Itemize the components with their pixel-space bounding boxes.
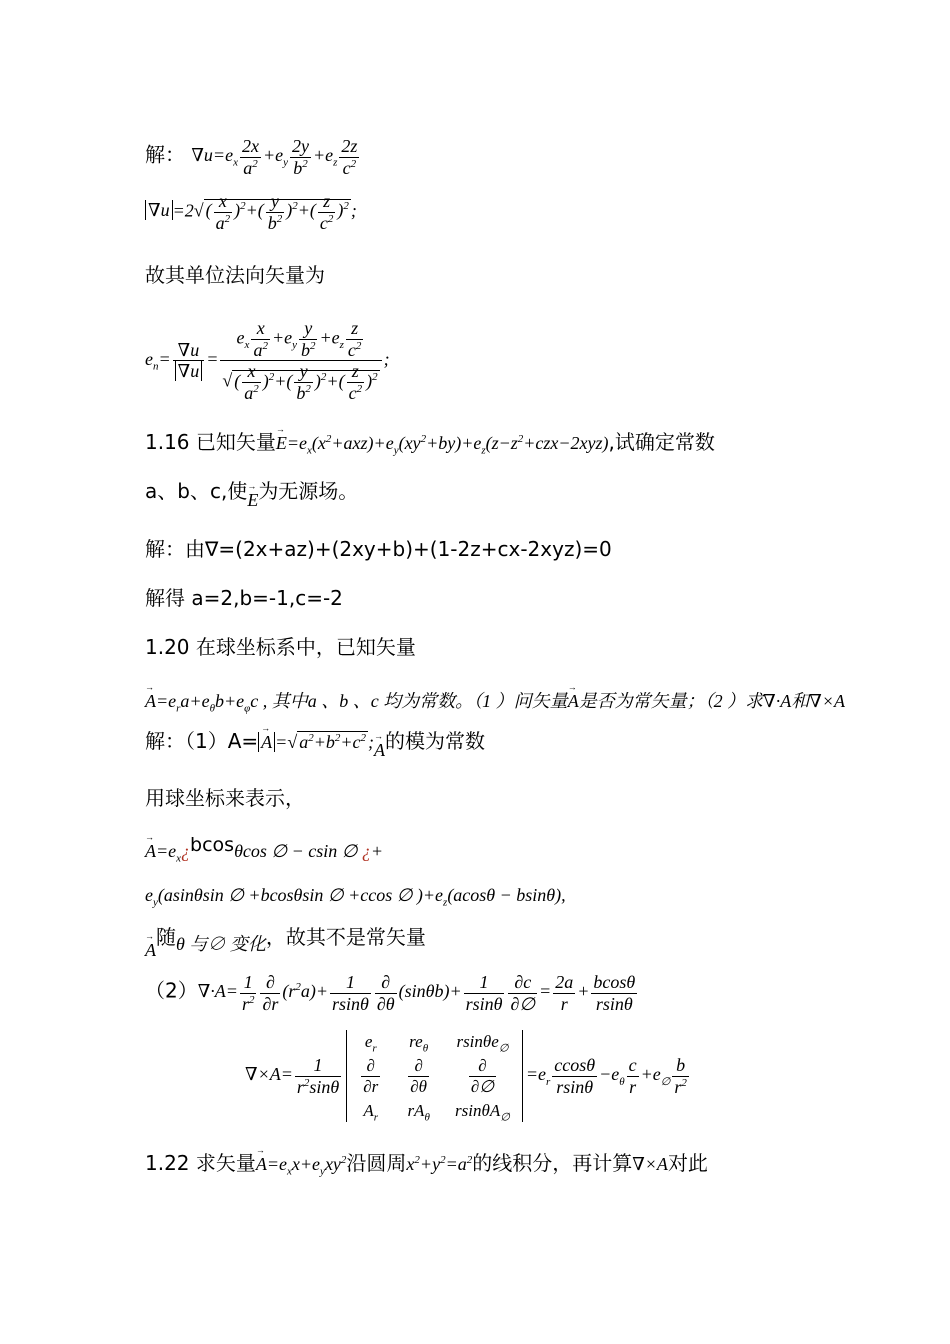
problem-number: 1.22: [145, 1151, 190, 1175]
problem-1-20: [145, 637, 416, 657]
grad-u-formula: $\nabla u=e_x$ $\frac{2x}{a^2}$ $+e_y$ $\frac{2y}{b^2}$ $+e_z$ $\frac{2z}{c^2}$: [191, 136, 358, 178]
solution-text: 的模为常数: [385, 729, 485, 753]
solution-part-1: [145, 731, 485, 759]
problem-text: 已知矢量: [195, 430, 276, 454]
problem-text: 的线积分，再计算: [472, 1151, 633, 1175]
vector-a-expansion-2: $e_y(asin\theta\sin$ ∅ +bcosθsin ∅ +ccos ∅ )$+e_z(acos\theta - bsin\theta)$,: [145, 885, 566, 909]
problem-1-16-cont: [145, 481, 358, 509]
divergence-solution: 解：由∇=(2x+az)+(2xy+b)+(1-2z+cx-2xyz)=0: [145, 537, 612, 561]
curl-determinant: $e_r$ $re_\theta$ rsinθe$_\emptyset$ $\frac{\partial}{\partial r}$ $\frac{\partial}{\partial\theta}$ $\frac{\partial}{\partial\emptyset}$ $A_r$ $rA_\theta$ rsinθA$_\emptyset$: [346, 1030, 523, 1122]
problem-1-16: [145, 430, 715, 457]
problem-text: 求矢量: [195, 1151, 256, 1175]
vector-a-122-formula: → $A=e_xx+e_yxy^2$: [256, 1154, 347, 1174]
spherical-text: 用球坐标来表示，: [145, 786, 305, 810]
solution-grad-u: [145, 136, 361, 178]
varies-formula: θ 与∅ 变化: [176, 934, 266, 954]
magnitude-formula: → A =√ $a^2+b^2+c^2$ ;→ A: [258, 732, 385, 752]
varies-line: → A随θ 与∅ 变化，故其不是常矢量: [145, 927, 426, 959]
vector-e-formula: → $E=e_x(x^2+axz)+e_y(xy^2+by)+e_z(z-z^2+czx-2xyz)$: [276, 433, 609, 453]
vector-e-symbol: → E: [247, 491, 258, 509]
problem-number: 1.20: [145, 635, 190, 659]
problem-1-22: [145, 1151, 708, 1178]
problem-text: 在球坐标系中，已知矢量: [195, 635, 416, 659]
problem-number: 1.16: [145, 430, 190, 454]
problem-text: 沿圆周: [346, 1151, 407, 1175]
part-label: （2）: [145, 978, 198, 1003]
curl-formula: ∇×A= $\frac{1}{r^2\sin\theta}$ $e_r$ $re_\theta$ rsinθe$_\emptyset$ $\frac{\partial}{\partial r}$ $\frac{\partial}{\partial\theta}$ $\frac{\partial}{\partial\emptyset}$ $A_r$ $rA_\theta$ $rsin\theta A_\emptyset=e_r$ $\frac{ccos\theta}{rsin\theta}$ $-e_\theta$ $\frac{c}{r}$ $+e_\emptyset$ $\frac{b}{r^2}$: [245, 1032, 687, 1124]
solution-text: 随: [156, 925, 176, 949]
unit-normal-text: 故其单位法向矢量为: [145, 263, 325, 287]
problem-text: 为无源场。: [258, 479, 359, 503]
vector-a-statement: → $A=e_ra+e_\theta b+e_\varphi c$ , 其中a 、b 、c 均为常数。（1 ）问矢量→ A是否为常矢量；（2 ）求∇·A和∇×A: [145, 692, 845, 710]
circle-formula: $x^2+y^2=a^2$: [406, 1154, 473, 1174]
constants-result: 解得 a=2,b=-1,c=-2: [145, 586, 343, 610]
solution-label: 解：（1）A=: [145, 729, 259, 753]
solution-label: 解：: [145, 142, 185, 167]
solution-text: ，故其不是常矢量: [265, 925, 426, 949]
unit-normal-formula: $e_n=$ $\frac{\nabla u}{\nabla u}$ = $e_x$ $\frac{x}{a^2}$ $+e_y$ $\frac{y}{b^2}$ $+e_z$ $\frac{z}{c^2}$ √ ( $\frac{x}{a^2}$ )$^2$+( $\frac{y}{b^2}$ )$^2$+( $\frac{z}{c^2}$ )$^2$ ;: [145, 318, 390, 404]
divergence-line: [145, 972, 639, 1014]
problem-text: a、b、c,使: [145, 479, 248, 503]
problem-text: 对此: [667, 1151, 708, 1175]
grad-u-norm-formula: ∇u =2√ ( $\frac{x}{a^2}$ )$^2$+( $\frac{y}{b^2}$ )$^2$+( $\frac{z}{c^2}$ )$^2$ ;: [145, 191, 357, 233]
vector-a-expansion-1: → $A=e_x¿bcos\theta\cos$ ∅ − csin ∅ ¿+: [145, 836, 383, 860]
divergence-formula: ∇·A= $\frac{1}{r^2}$ $\frac{\partial}{\partial r}$ $(r^2a)+$ $\frac{1}{rsin\theta}$ $\frac{\partial}{\partial\theta}$ (sinθb)+ $\frac{1}{rsin\theta}$ $\frac{\partial c}{\partial\emptyset}$ = $\frac{2a}{r}$ + $\frac{bcos\theta}{rsin\theta}$: [197, 972, 636, 1014]
problem-text: ,试确定常数: [608, 430, 715, 454]
curl-symbol: ∇×A: [632, 1154, 668, 1174]
